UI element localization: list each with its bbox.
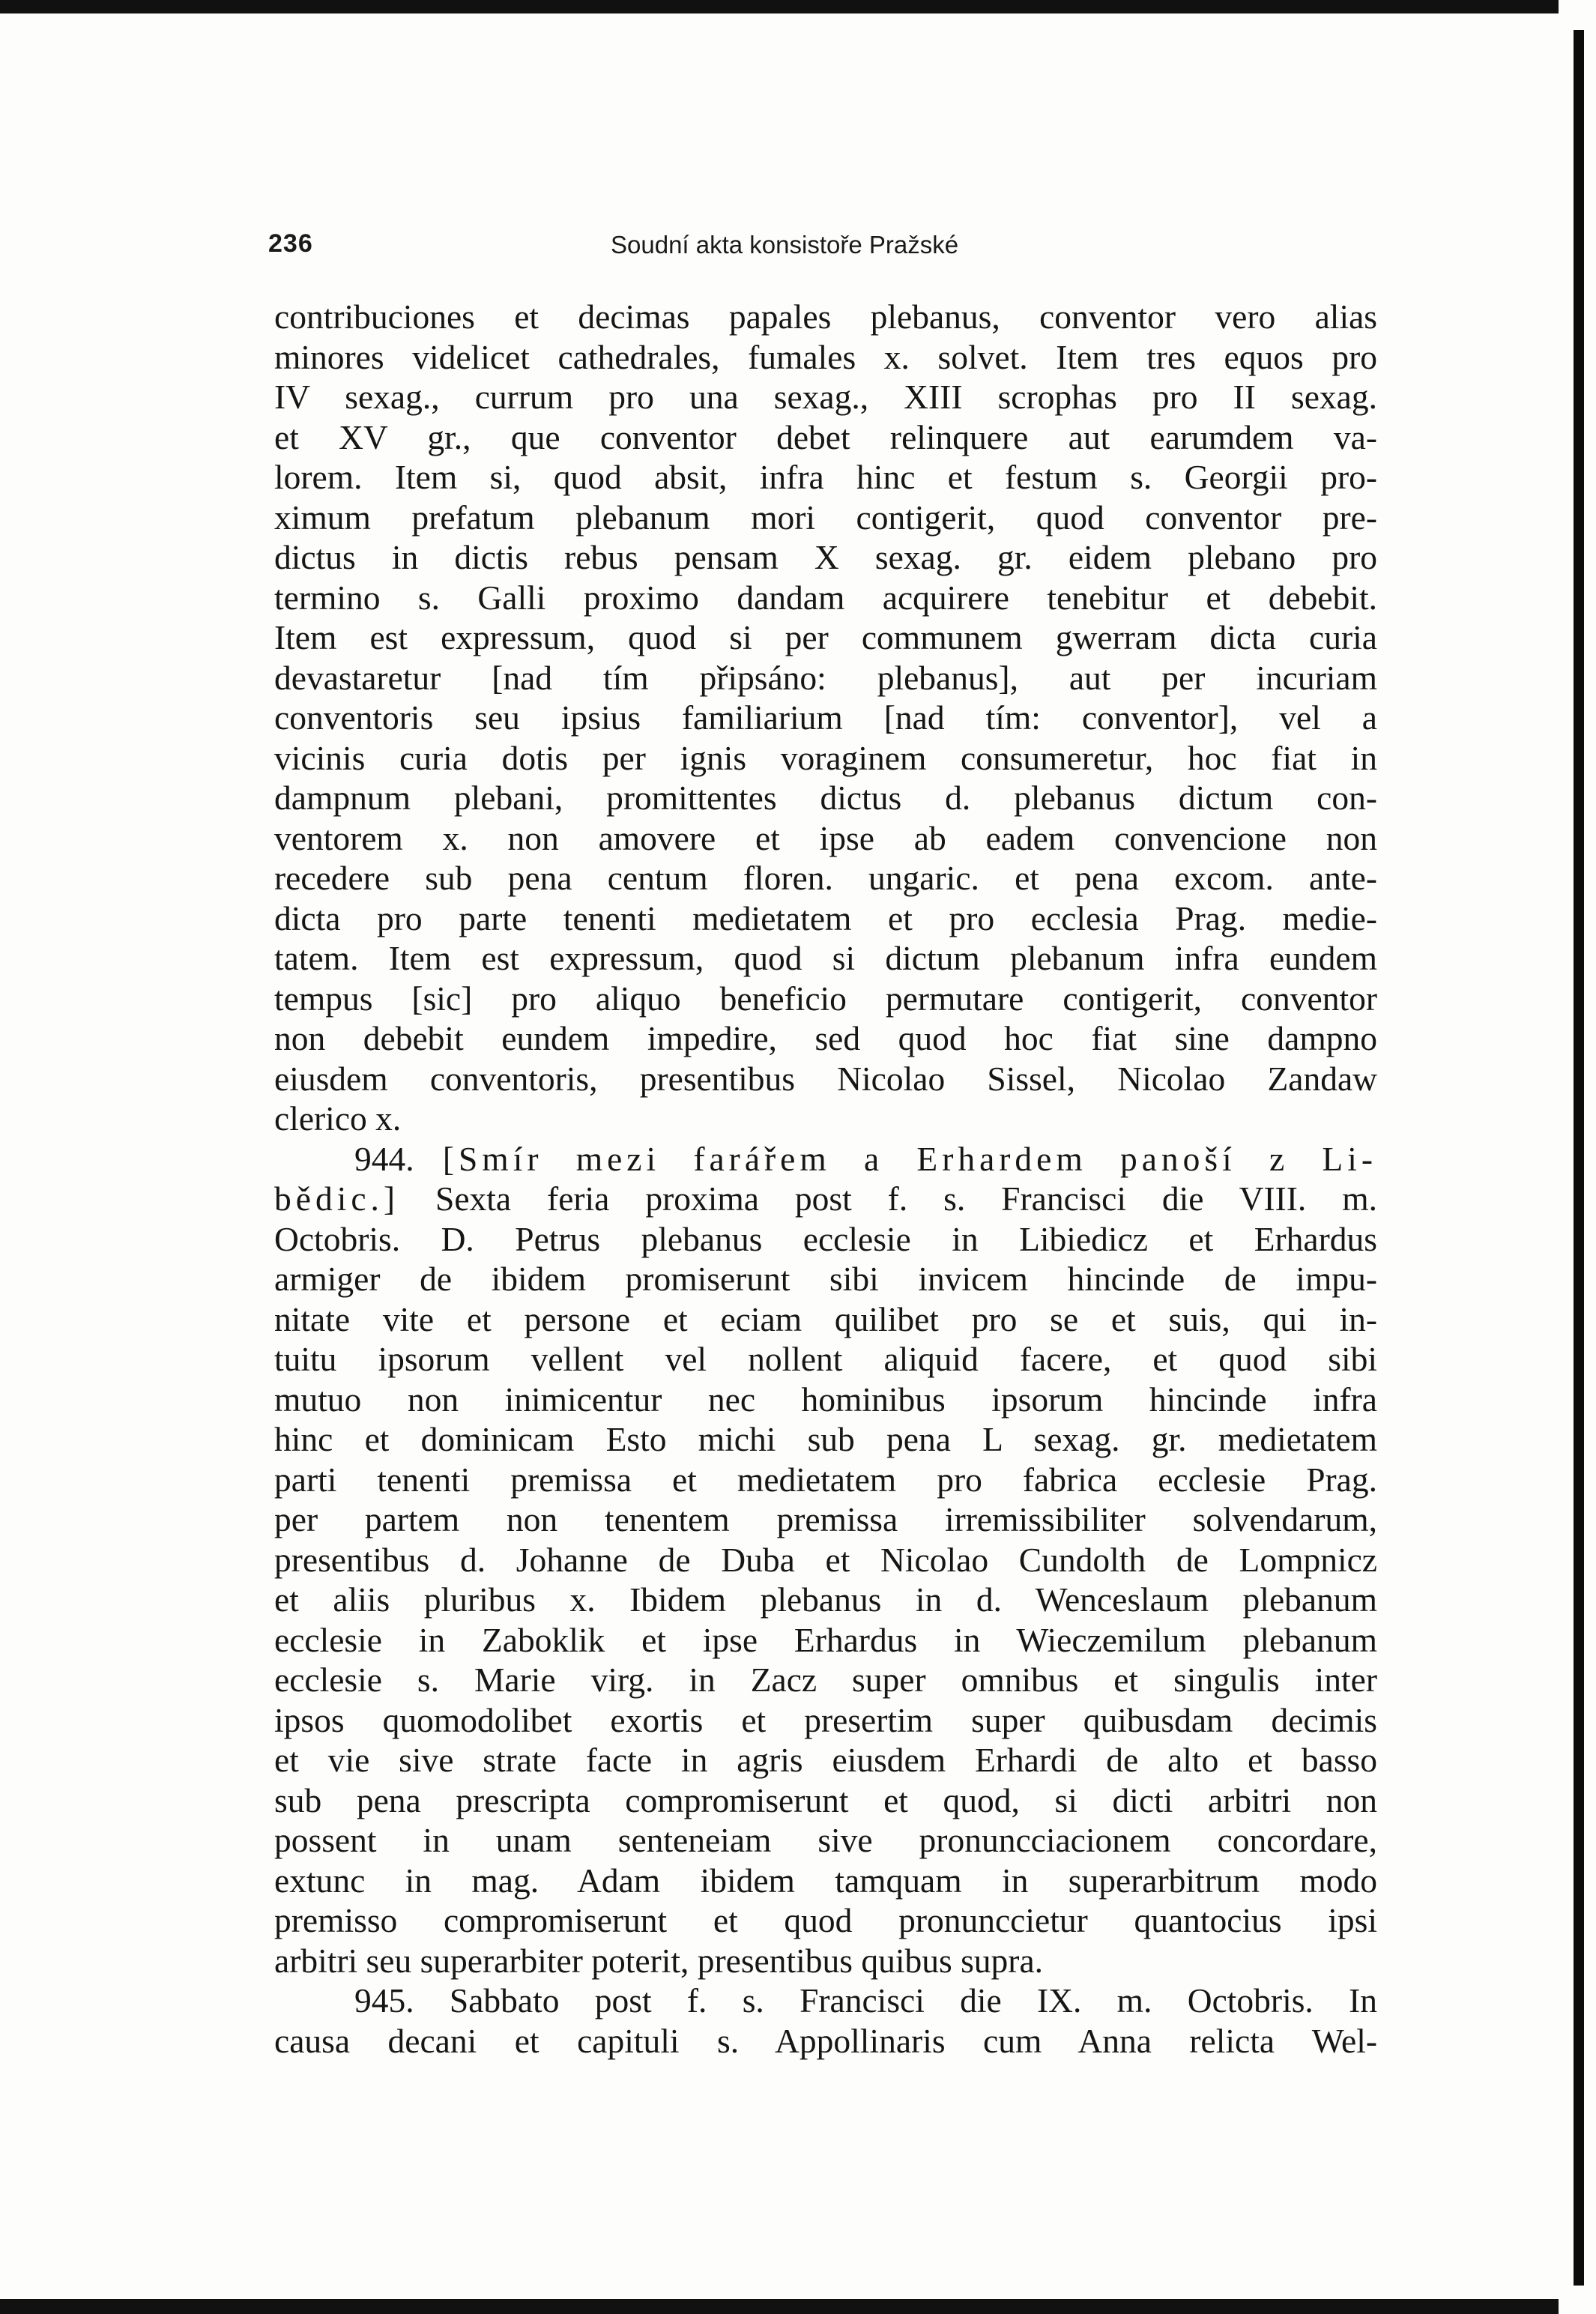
text-line: dicta pro parte tenenti medietatem et pro ecclesia Prag. medie-: [274, 898, 1377, 937]
text-line: tatem. Item est expressum, quod si dictum plebanum infra eundem: [274, 939, 1377, 977]
body-text: [274, 297, 1377, 2061]
text-line: minores videlicet cathedrales, fumales x. solvet. Item tres equos pro: [274, 337, 1377, 376]
text-line: per partem non tenentem premissa irremissibiliter solvendarum,: [274, 1500, 1377, 1538]
text-line: et vie sive strate facte in agris eiusdem Erhardi de alto et basso: [274, 1741, 1377, 1779]
scan-edge-shadow: [1574, 30, 1584, 2286]
text-line: possent in unam senteneiam sive pronuncciacionem concordare,: [274, 1821, 1377, 1859]
text-line: arbitri seu superarbiter poterit, presentibus quibus supra.: [274, 1941, 1044, 1980]
entry-heading: [Smír mezi farářem a Erhardem panoší z Li-: [442, 1139, 1377, 1178]
text-line: dampnum plebani, promittentes dictus d. plebanus dictum con-: [274, 779, 1377, 817]
text-line: nitate vite et persone et eciam quilibet pro se et suis, qui in-: [274, 1299, 1377, 1338]
entry-944-heading-line: [274, 1139, 1377, 1179]
text-line: ximum prefatum plebanum mori contigerit, quod conventor pre-: [274, 498, 1377, 537]
entry-944-body: [274, 1219, 1377, 1981]
text-line: lorem. Item si, quod absit, infra hinc et festum s. Georgii pro-: [274, 458, 1377, 496]
text-line: Octobris. D. Petrus plebanus ecclesie in Libiedicz et Erhardus: [274, 1219, 1377, 1258]
text-line: parti tenenti premissa et medietatem pro fabrica ecclesie Prag.: [274, 1460, 1377, 1499]
entry-944: [274, 1139, 1377, 1981]
entry-944-line: [274, 1179, 1377, 1219]
entry-945: [274, 1981, 1377, 2061]
page-sheet: [0, 13, 1559, 2299]
text-line: termino s. Galli proximo dandam acquirere tenebitur et debebit.: [274, 578, 1377, 617]
text-line: tuitu ipsorum vellent vel nollent aliquid facere, et quod sibi: [274, 1340, 1377, 1378]
page-header: [0, 214, 1559, 259]
text-line: presentibus d. Johanne de Duba et Nicolao Cundolth de Lompnicz: [274, 1540, 1377, 1579]
text-line: recedere sub pena centum floren. ungaric. et pena excom. ante-: [274, 859, 1377, 897]
text-line: sub pena prescripta compromiserunt et quod, si dicti arbitri non: [274, 1780, 1377, 1819]
text-line: dictus in dictis rebus pensam X sexag. gr. eidem plebano pro: [274, 538, 1377, 576]
entry-date-text: Sexta feria proxima post f. s. Francisci die VIII. m.: [435, 1179, 1378, 1218]
entry-945-first-line: 945. Sabbato post f. s. Francisci die IX. m. Octobris. In: [354, 1981, 1377, 2020]
text-line: Item est expressum, quod si per communem gwerram dicta curia: [274, 618, 1377, 656]
text-line: ventorem x. non amovere et ipse ab eadem convencione non: [274, 818, 1377, 857]
text-line: clerico x.: [274, 1099, 402, 1138]
entry-number: 944.: [354, 1139, 414, 1178]
text-line: devastaretur [nad tím připsáno: plebanus], aut per incuriam: [274, 658, 1377, 697]
entry-945-body: [274, 2021, 1377, 2061]
paragraph-continuation: [274, 297, 1377, 1139]
text-line: et aliis pluribus x. Ibidem plebanus in d. Wenceslaum plebanum: [274, 1580, 1377, 1619]
text-line: et XV gr., que conventor debet relinquere aut earumdem va-: [274, 417, 1377, 456]
text-line: ecclesie in Zaboklik et ipse Erhardus in Wieczemilum plebanum: [274, 1620, 1377, 1659]
text-line: causa decani et capituli s. Appollinaris cum Anna relicta Wel-: [274, 2021, 1377, 2060]
text-line: mutuo non inimicentur nec hominibus ipsorum hincinde infra: [274, 1380, 1377, 1419]
text-line: tempus [sic] pro aliquo beneficio permutare contigerit, conventor: [274, 979, 1377, 1018]
text-line: hinc et dominicam Esto michi sub pena L sexag. gr. medietatem: [274, 1420, 1377, 1458]
text-line: vicinis curia dotis per ignis voraginem consumeretur, hoc fiat in: [274, 738, 1377, 777]
text-line: armiger de ibidem promiserunt sibi invicem hincinde de impu-: [274, 1260, 1377, 1298]
text-line: IV sexag., currum pro una sexag., XIII scrophas pro II sexag.: [274, 378, 1377, 416]
text-line: ipsos quomodolibet exortis et presertim super quibusdam decimis: [274, 1700, 1377, 1739]
text-line: ecclesie s. Marie virg. in Zacz super omnibus et singulis inter: [274, 1661, 1377, 1699]
text-line: conventoris seu ipsius familiarium [nad tím: conventor], vel a: [274, 698, 1377, 737]
text-line: extunc in mag. Adam ibidem tamquam in superarbitrum modo: [274, 1861, 1377, 1900]
text-line: contribuciones et decimas papales plebanus, conventor vero alias: [274, 297, 1377, 336]
text-line: non debebit eundem impedire, sed quod hoc fiat sine dampno: [274, 1019, 1377, 1057]
text-line: premisso compromiserunt et quod pronunccietur quantocius ipsi: [274, 1901, 1377, 1939]
text-line: eiusdem conventoris, presentibus Nicolao Sissel, Nicolao Zandaw: [274, 1059, 1377, 1098]
entry-heading-continued: bědic.]: [274, 1179, 400, 1218]
running-title: Soudní akta konsistoře Pražské: [611, 231, 959, 259]
page-number: 236: [268, 229, 313, 258]
